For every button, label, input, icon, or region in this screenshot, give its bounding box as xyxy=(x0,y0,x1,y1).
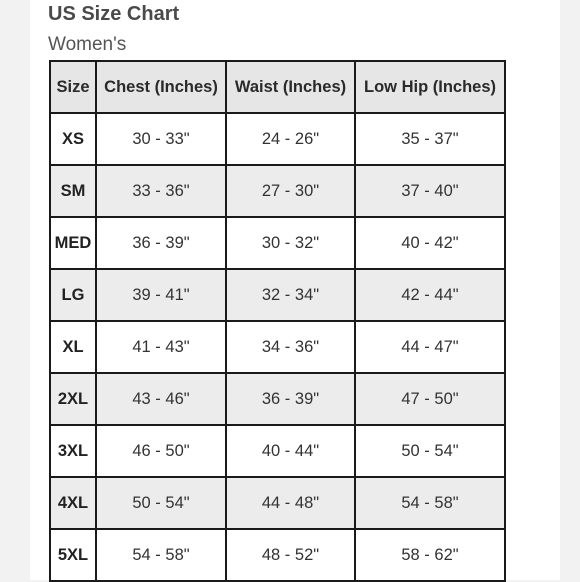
low-hip-cell: 35 - 37" xyxy=(355,113,505,165)
column-header-low-hip: Low Hip (Inches) xyxy=(355,61,505,113)
table-row xyxy=(50,269,505,321)
size-cell: XL xyxy=(50,321,96,373)
waist-cell: 32 - 34" xyxy=(226,269,355,321)
waist-cell: 40 - 44" xyxy=(226,425,355,477)
size-cell: 2XL xyxy=(50,373,96,425)
waist-cell: 24 - 26" xyxy=(226,113,355,165)
size-chart-table xyxy=(49,60,506,582)
chest-cell: 46 - 50" xyxy=(96,425,226,477)
column-header-size: Size xyxy=(50,61,96,113)
table-row xyxy=(50,529,505,581)
table-row xyxy=(50,477,505,529)
low-hip-cell: 54 - 58" xyxy=(355,477,505,529)
table-row xyxy=(50,373,505,425)
size-cell: LG xyxy=(50,269,96,321)
chest-cell: 30 - 33" xyxy=(96,113,226,165)
size-cell: 3XL xyxy=(50,425,96,477)
chest-cell: 33 - 36" xyxy=(96,165,226,217)
low-hip-cell: 58 - 62" xyxy=(355,529,505,581)
waist-cell: 48 - 52" xyxy=(226,529,355,581)
chest-cell: 39 - 41" xyxy=(96,269,226,321)
low-hip-cell: 37 - 40" xyxy=(355,165,505,217)
chest-cell: 50 - 54" xyxy=(96,477,226,529)
size-chart-page xyxy=(30,0,560,580)
table-row xyxy=(50,165,505,217)
waist-cell: 27 - 30" xyxy=(226,165,355,217)
waist-cell: 44 - 48" xyxy=(226,477,355,529)
waist-cell: 30 - 32" xyxy=(226,217,355,269)
column-header-waist: Waist (Inches) xyxy=(226,61,355,113)
column-header-chest: Chest (Inches) xyxy=(96,61,226,113)
page-title: US Size Chart xyxy=(48,3,180,25)
low-hip-cell: 50 - 54" xyxy=(355,425,505,477)
chest-cell: 41 - 43" xyxy=(96,321,226,373)
low-hip-cell: 47 - 50" xyxy=(355,373,505,425)
size-cell: XS xyxy=(50,113,96,165)
waist-cell: 36 - 39" xyxy=(226,373,355,425)
chest-cell: 36 - 39" xyxy=(96,217,226,269)
table-row xyxy=(50,113,505,165)
size-cell: 4XL xyxy=(50,477,96,529)
chest-cell: 54 - 58" xyxy=(96,529,226,581)
chest-cell: 43 - 46" xyxy=(96,373,226,425)
table-row xyxy=(50,217,505,269)
low-hip-cell: 42 - 44" xyxy=(355,269,505,321)
size-cell: SM xyxy=(50,165,96,217)
waist-cell: 34 - 36" xyxy=(226,321,355,373)
size-cell: MED xyxy=(50,217,96,269)
low-hip-cell: 44 - 47" xyxy=(355,321,505,373)
table-row xyxy=(50,425,505,477)
page-subtitle: Women's xyxy=(48,34,127,55)
table-row xyxy=(50,321,505,373)
size-cell: 5XL xyxy=(50,529,96,581)
low-hip-cell: 40 - 42" xyxy=(355,217,505,269)
table-header-row xyxy=(50,61,505,113)
